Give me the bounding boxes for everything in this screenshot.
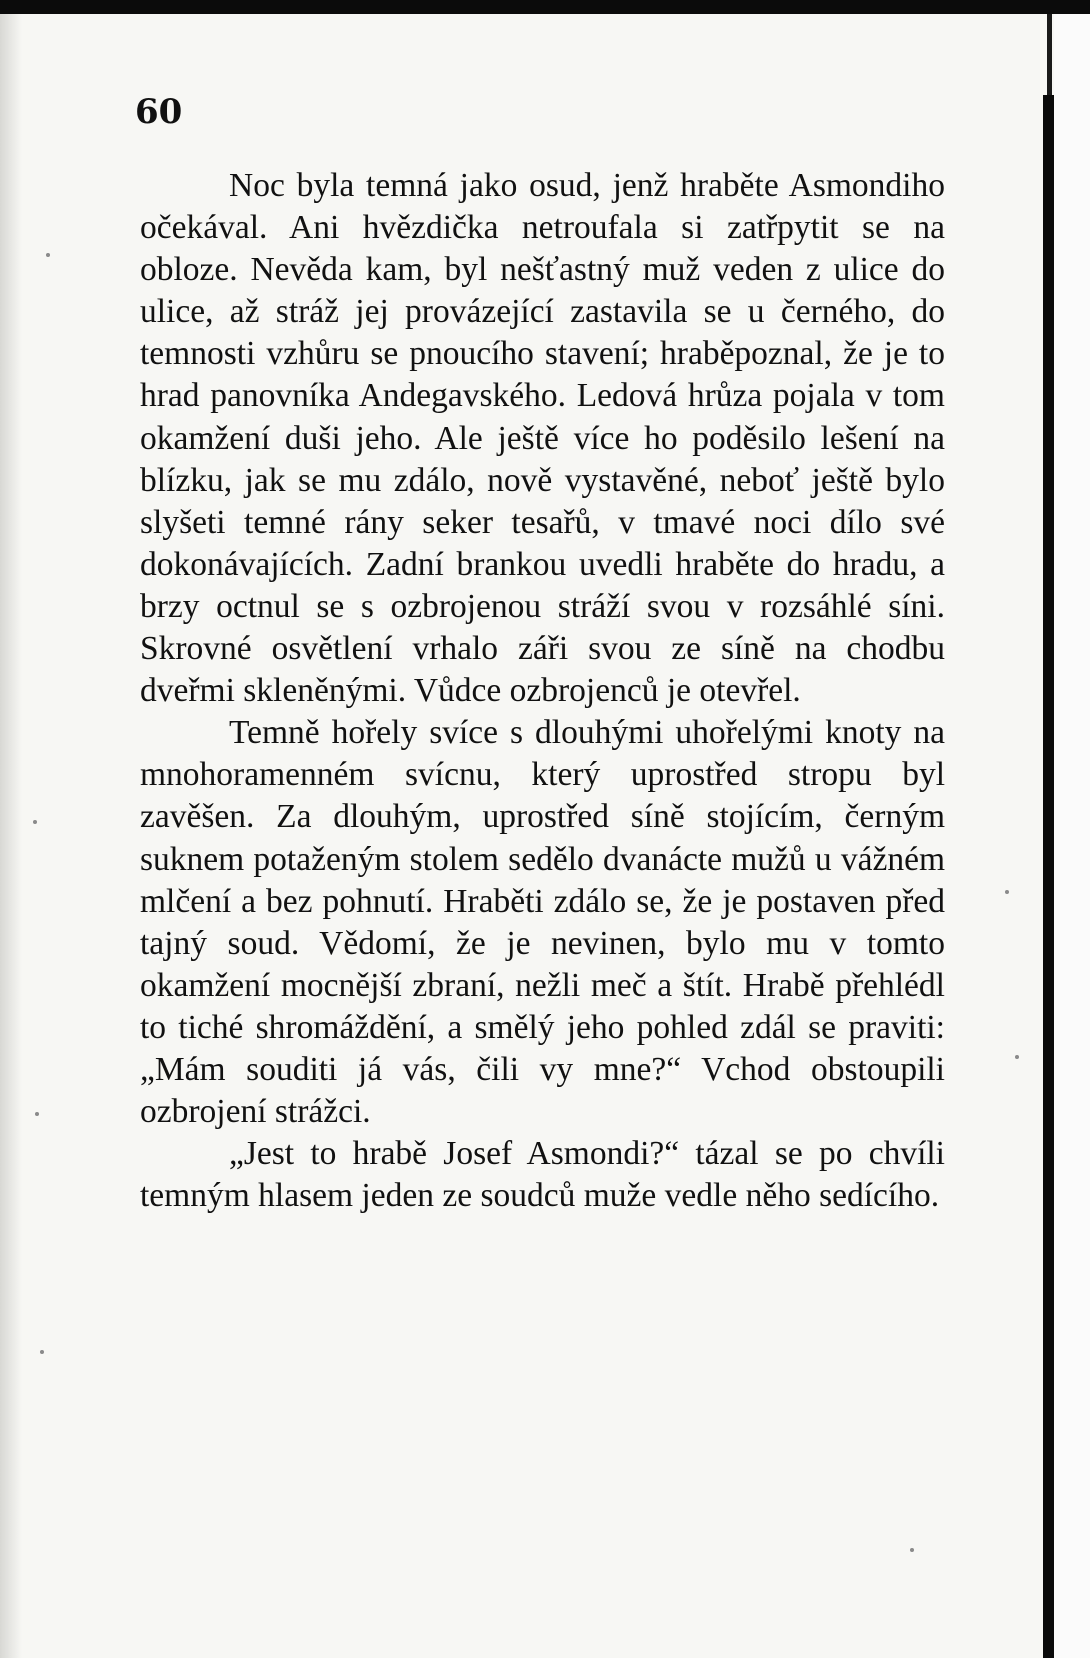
paragraph: Temně hořely svíce s dlouhými uhořelými knoty na mnohoramenném svícnu, který uprostřed stropu byl zavěšen. Za dlouhým, uprostřed síně stojícím, černým suknem potaženým stolem sedělo dvanácte mužů u vážném mlčení a bez pohnutí. Hraběti zdálo se, že je postaven před tajný soud. Vědomí, že je nevinen, bylo mu v tomto okamžení mocnější zbraní, nežli meč a štít. Hrabě přehlédl to tiché shromáždění, a smělý jeho pohled zdál se praviti: „Mám souditi já vás, čili vy mne?“ Vchod obstoupili ozbrojení strážci. xyxy=(140,714,945,1131)
scan-right-edge-top xyxy=(1047,14,1052,96)
body-text xyxy=(140,165,945,1217)
page-number: 60 xyxy=(135,92,183,132)
paper-speck xyxy=(46,253,50,257)
paper-speck xyxy=(40,1350,44,1354)
paragraph: Noc byla temná jako osud, jenž hraběte Asmondiho očekával. Ani hvězdička netroufala si zatřpytit se na obloze. Nevěda kam, byl nešťastný muž veden z ulice do ulice, až stráž jej provázející zastavila se u černého, do temnosti vzhůru se pnoucího stavení; hraběpoznal, že je to hrad panovníka Andegavského. Ledová hrůza pojala v tom okamžení duši jeho. Ale ještě více ho poděsilo lešení na blízku, jak se mu zdálo, nově vystavěné, neboť ještě bylo slyšeti temné rány seker tesařů, v tmavé noci dílo své dokonávajících. Zadní brankou uvedli hraběte do hradu, a brzy octnul se s ozbrojenou stráží svou v rozsáhlé síni. Skrovné osvětlení vrhalo záři svou ze síně na chodbu dveřmi skleněnými. Vůdce ozbrojenců je otevřel. xyxy=(140,167,945,710)
page-gutter-shadow xyxy=(0,14,22,1658)
scan-right-margin xyxy=(1054,14,1090,1658)
paragraph: „Jest to hrabě Josef Asmondi?“ tázal se po chvíli temným hlasem jeden ze soudců muže vedle něho sedícího. xyxy=(140,1135,945,1215)
paper-speck xyxy=(910,1548,914,1552)
scan-top-edge xyxy=(0,0,1090,14)
paper-speck xyxy=(1005,890,1009,894)
scan-right-edge xyxy=(1043,95,1054,1658)
paper-speck xyxy=(35,1112,39,1116)
paper-speck xyxy=(1015,1055,1019,1059)
paper-speck xyxy=(33,820,37,824)
